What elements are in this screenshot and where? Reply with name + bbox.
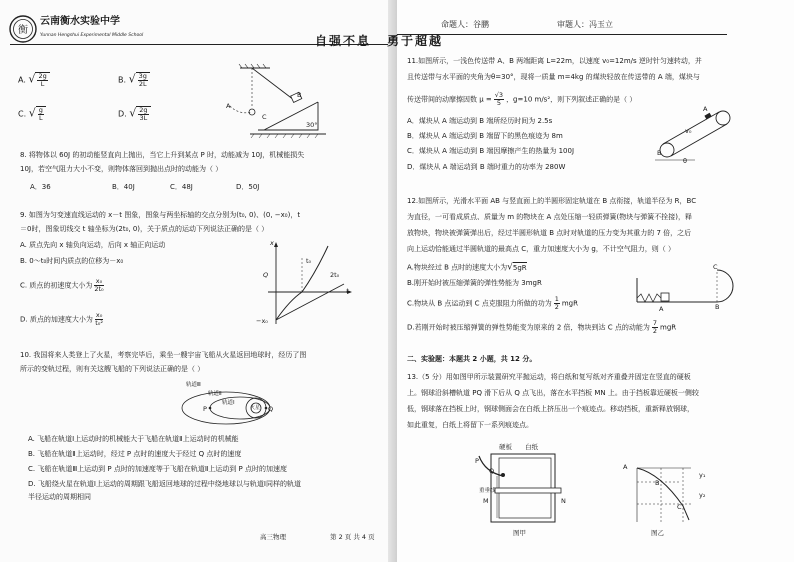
- q12-label-b: B: [715, 303, 720, 311]
- q11-label-v0: v₀: [685, 127, 692, 135]
- q13-fig2-label-y1: y₁: [699, 471, 706, 479]
- q9-axis-t: t: [346, 287, 349, 295]
- q13-caption-2: 图乙: [651, 529, 664, 537]
- q13-line-1: 13.（5 分）用如图甲所示装置研究平抛运动，将白纸和复写纸对齐重叠并固定在竖直的硬板: [407, 373, 691, 381]
- q8-option-c: C．48J: [170, 183, 193, 191]
- q11-line-2: 且传送带与水平面的夹角为θ=30°，现将一质量 m=4kg 的煤块轻放在传送带的 A 端，煤块与: [407, 73, 700, 81]
- q9-xt-graph: [262, 240, 354, 326]
- section-2-heading: 二、实验题：本题共 2 小题，共 12 分。: [407, 355, 537, 363]
- q12-option-a: A.物块经过 B 点时的速度大小为√5gR: [407, 262, 527, 273]
- q8-option-a: A．36: [30, 183, 51, 191]
- q11-conveyor-figure: [655, 104, 737, 164]
- footer-subject: 高三物理: [260, 533, 286, 541]
- q13-label-plumb: 重垂线: [479, 488, 496, 494]
- q11-label-theta: θ: [683, 157, 687, 165]
- q13-line-4: 如此重复，白纸上将留下一系列痕迹点。: [407, 421, 533, 429]
- q9-option-a: A. 质点先向 x 轴负向运动，后向 x 轴正向运动: [20, 241, 166, 249]
- q11-option-a: A．煤块从 A 端运动到 B 端所经历时间为 2.5s: [407, 117, 553, 125]
- q9-axis-x: x: [270, 239, 274, 247]
- q12-option-b: B.刚开始时被压缩弹簧的弹性势能为 3mgR: [407, 279, 542, 287]
- q8-line-1: 8. 将物体以 60J 的初动能竖直向上抛出，当它上升到某点 P 时，动能减为 10J，机械能损失: [20, 151, 305, 159]
- q13-label-board: 硬板: [499, 443, 512, 451]
- q8-option-d: D．50J: [236, 183, 260, 191]
- q10-label-q: Q: [268, 405, 274, 413]
- q10-label-orbit2: 轨道Ⅱ: [208, 391, 222, 397]
- q9-option-d: D. 质点的加速度大小为 $\frac{\text{x₀}}{\text{t₀²}}$: [20, 311, 103, 327]
- q13-fig2-label-a: A: [623, 463, 628, 471]
- q12-label-c: C: [713, 263, 718, 271]
- q9-label-t0: t₀: [306, 257, 312, 265]
- q10-option-b: B. 飞船在轨道Ⅱ上运动时，经过 P 点时的速度大于经过 Q 点时的速度: [28, 450, 242, 458]
- motto-left: 自强不息: [315, 34, 372, 48]
- q10-option-d-line-1: D. 飞船绕火星在轨道Ⅰ上运动的周期跟飞船返回地球的过程中绕地球以与轨道Ⅰ同样的轨道: [28, 480, 301, 488]
- q11-option-c: C．煤块从 A 端运动到 B 端因摩擦产生的热量为 100J: [407, 147, 575, 155]
- q10-option-d-line-2: 半径运动的周期相同: [28, 493, 91, 501]
- motto-right: 勇于超越: [387, 34, 444, 48]
- q9-label-minus-x0: −x₀: [256, 317, 268, 325]
- q13-label-q: Q: [489, 467, 495, 475]
- q13-label-m: M: [483, 497, 489, 505]
- q7-option-a: A. √ $\frac{2g}{L}$: [18, 72, 50, 88]
- q13-line-3: 低，钢球落在挡板上时，钢球侧面会在白纸上挤压出一个痕迹点。移动挡板，重新释放钢球，: [407, 405, 694, 413]
- q10-label-orbit1: 轨道Ⅰ: [222, 400, 235, 406]
- svg-text:衡: 衡: [18, 25, 28, 36]
- q12-line-2: 为直径，一可看成质点、质量为 m 的物块在 A 点处压缩一轻质弹簧(物块与弹簧不拴接)，释: [407, 213, 692, 221]
- q7-fig-angle: 30°: [306, 121, 318, 129]
- q7-option-c: C. √ $\frac{g}{L}$: [18, 106, 46, 122]
- q7-fig-label-b: B: [297, 91, 302, 99]
- q9-option-b: B. 0～t₀时间内质点的位移为－x₀: [20, 257, 124, 265]
- q10-label-orbit3: 轨道Ⅲ: [186, 382, 201, 388]
- q11-option-b: B．煤块从 A 端运动到 B 端留下的黑色痕迹为 8m: [407, 132, 563, 140]
- q11-label-a: A: [703, 105, 708, 113]
- q13-fig2-label-c: C: [677, 503, 682, 511]
- q7-fig-label-c: C: [262, 113, 267, 121]
- q13-label-paper: 白纸: [525, 443, 538, 451]
- q12-option-d: D.若刚开始时被压缩弹簧的弹性势能变为原来的 2 倍，物块到达 C 点的动能为 $\frac{7}{2}$ mgR: [407, 319, 677, 335]
- q12-line-4: 向上运动恰能通过半圆轨道的最高点 C，重力加速度大小为 g，不计空气阻力，则（ ）: [407, 245, 676, 253]
- q7-fig-label-a: A: [226, 102, 231, 110]
- q12-line-1: 12.如图所示，光滑水平面 AB 与竖直面上的半圆形固定轨道在 B 点衔接，轨道半径为 R，BC: [407, 197, 697, 205]
- q11-line-3: 传送带间的动摩擦因数 μ = $\frac{√3}{5}$ ，g=10 m/s²，则下列叙述正确的是（ ）: [407, 91, 637, 107]
- q12-label-a: A: [659, 305, 664, 313]
- q11-label-b: B: [657, 149, 662, 157]
- q7-option-d: D. √ $\frac{2g}{3L}$: [118, 106, 151, 122]
- school-name: 云南衡水实验中学: [40, 16, 120, 27]
- q8-line-2: 10J，若空气阻力大小不变，则物体落回到抛出点时的动能为（ ）: [20, 165, 223, 173]
- q13-line-2: 上。钢球沿斜槽轨道 PQ 滑下后从 Q 点飞出，落在水平挡板 MN 上。由于挡板靠近硬板一侧较: [407, 389, 699, 397]
- q9-label-q: Q: [263, 271, 269, 279]
- reviewer-label: 审题人：冯玉立: [557, 20, 613, 29]
- q10-label-mars: 火星: [250, 405, 261, 411]
- q11-line-1: 11.如图所示，一浅色传送带 A、B 两端距离 L=22m，以速度 v₀=12m/s 逆时针匀速转动，并: [407, 57, 702, 65]
- school-name-en: Yunnan Hengshui Experimental Middle School: [40, 33, 144, 38]
- q13-caption-1: 图甲: [513, 529, 526, 537]
- q13-label-n: N: [561, 497, 566, 505]
- footer-page-number: 第 2 页 共 4 页: [330, 533, 375, 541]
- header-rule-right: [397, 34, 727, 35]
- q11-option-d: D．煤块从 A 端运动到 B 端时重力的功率为 280W: [407, 163, 566, 171]
- q10-option-c: C. 飞船在轨道Ⅲ上运动到 P 点时的加速度等于飞船在轨道Ⅱ上运动到 P 点时的加速度: [28, 465, 287, 473]
- q13-fig2-label-b: B: [655, 479, 660, 487]
- school-logo-icon: [8, 14, 38, 44]
- q9-line-1: 9. 如图为匀变速直线运动的 x－t 图象，图象与两坐标轴的交点分别为(t₀, 0)、(0, −x₀)，t: [20, 211, 301, 219]
- q10-line-1: 10. 我国将来人类登上了火星，考察完毕后，乘坐一艘宇宙飞船从火星返回地球时，经历了图: [20, 351, 307, 359]
- q10-option-a: A. 飞船在轨道Ⅰ上运动时的机械能大于飞船在轨道Ⅱ上运动时的机械能: [28, 435, 239, 443]
- q7-option-b: B. √ $\frac{3g}{2L}$: [118, 72, 150, 88]
- q12-line-3: 放物块，物块被弹簧弹出后，经过半圆形轨道 B 点时对轨道的压力变为其重力的 7 倍，之后: [407, 229, 692, 237]
- author-label: 命题人：谷鹏: [441, 20, 489, 29]
- q13-fig2-label-y2: y₂: [699, 491, 706, 499]
- q8-option-b: B．40J: [112, 183, 135, 191]
- q13-trajectory-figure: [631, 462, 697, 524]
- q9-label-2t0: 2t₀: [330, 271, 340, 279]
- q13-label-p: P: [475, 457, 479, 465]
- q9-line-2: ＝0时，图象切线交 t 轴坐标为(2t₀, 0)，关于质点的运动下列说法正确的是（ ）: [20, 225, 269, 233]
- q12-option-c: C.物块从 B 点运动到 C 点克服阻力所做的功为 $\frac{1}{2}$ mgR: [407, 295, 578, 311]
- q10-line-2: 所示的变轨过程，则有关这艘飞船的下列说法正确的是（ ）: [20, 365, 205, 373]
- q10-label-p: P: [203, 405, 207, 413]
- q9-option-c: C. 质点的初速度大小为 $\frac{\text{x₀}}{\text{2t₀}}$: [20, 277, 104, 293]
